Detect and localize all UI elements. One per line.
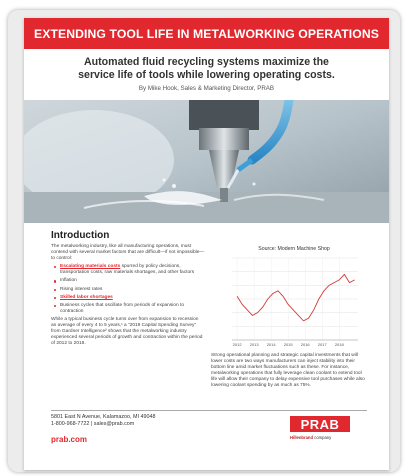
headline: [44, 56, 369, 82]
footer-divider: [51, 410, 367, 411]
chart-plot: [224, 244, 364, 350]
hero-image: [24, 100, 389, 223]
logo-tagline: [290, 435, 331, 440]
x-tick-label: 2015: [283, 342, 293, 347]
line-chart: [224, 244, 364, 350]
list-item-text: spurred by policy decisions, transportation costs, raw materials shortages, and other factors: [60, 264, 195, 276]
list-item: [60, 287, 205, 293]
list-item-text: Business cycles that oscillate from periods of expansion to contraction: [60, 302, 184, 314]
introduction-heading: Introduction: [51, 230, 110, 241]
list-item: [60, 295, 205, 301]
introduction-body: [51, 244, 205, 349]
hillenbrand-logo: Hillenbrand: [290, 435, 314, 440]
footer-website-link[interactable]: prab.com: [51, 435, 88, 444]
list-item: [60, 303, 205, 315]
document-page: [24, 18, 389, 470]
materials-costs-link[interactable]: Escalating materials costs: [60, 264, 121, 270]
skilled-labor-link[interactable]: Skilled labor shortages: [60, 294, 113, 300]
footer-contact: 1-800-968-7722 | sales@prab.com: [51, 421, 135, 428]
series-line: [237, 274, 354, 320]
list-item: [60, 278, 205, 284]
title-banner: [24, 18, 389, 49]
intro-paragraph-1: The metalworking industry, like all manufacturing operations, must contend with several market factors that are difficult—if not impossible—to control:: [51, 244, 205, 262]
strategy-paragraph: Strong operational planning and strategic capital investments that will lower costs are two ways manufacturers can inject stability into their bottom line amid market fluctuations such as these. For instance, metalworking operations that fully leverage clean coolant to extend tool life will allow their company to delay expensive tool purchases while also lowering coolant spending by as much as 75%.: [211, 353, 365, 389]
list-item: [60, 264, 205, 276]
footer-address-block: [51, 414, 156, 429]
x-tick-label: 2013: [249, 342, 259, 347]
logo-text: PRAB: [300, 416, 340, 432]
byline: By Mike Hook, Sales & Marketing Director, PRAB: [138, 85, 275, 92]
x-tick-label: 2012: [232, 342, 242, 347]
prab-logo: [290, 416, 350, 432]
x-tick-label: 2018: [334, 342, 344, 347]
banner-title: EXTENDING TOOL LIFE IN METALWORKING OPERATIONS: [34, 26, 379, 41]
list-item-text: Rising interest rates: [60, 286, 103, 292]
market-factors-list: [51, 264, 205, 315]
headline-line-1: Automated fluid recycling systems maximize the: [84, 56, 329, 68]
x-tick-label: 2017: [317, 342, 327, 347]
x-tick-label: 2016: [300, 342, 310, 347]
logo-tagline-text: company: [314, 435, 332, 440]
chart-title: Source: Modern Machine Shop: [258, 246, 330, 252]
list-item-text: Inflation: [60, 278, 77, 284]
x-tick-label: 2014: [266, 342, 276, 347]
footer-address: 5801 East N Avenue, Kalamazoo, MI 49048: [51, 414, 156, 420]
headline-line-2: service life of tools while lowering operating costs.: [78, 69, 335, 81]
intro-paragraph-2: While a typical business cycle turns over from expansion to recession an average of every 4 to 5 years,¹ a “2019 Capital Spending Survey” from Gardner Intelligence² shows that the metalworking industry experienced several periods of growth and contraction within the period of 2012 to 2018.: [51, 316, 203, 347]
